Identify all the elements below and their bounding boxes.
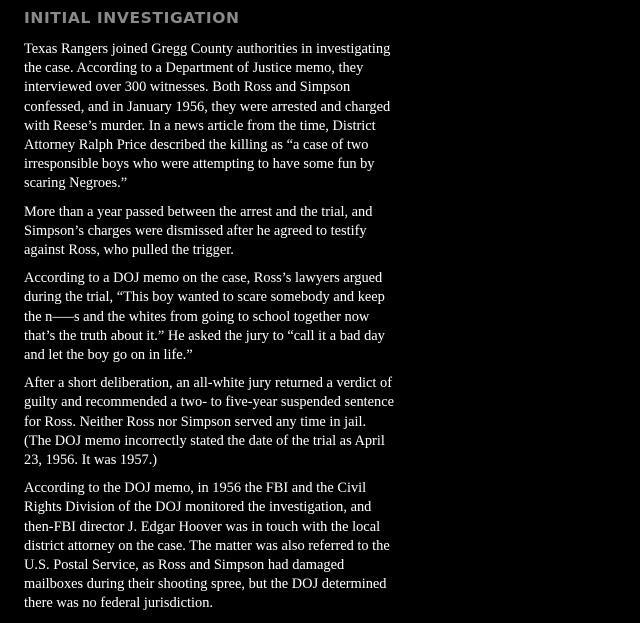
- paragraph-4: After a short deliberation, an all-white jury returned a verdict of guilty and recommended a two- to five-year suspended sentence for Ross. Neither Ross nor Simpson served any time in jail. (The DOJ memo incorrectly stated the date of the trial as April 23, 1956. It was 1957.): [24, 375, 395, 469]
- paragraph-1: Texas Rangers joined Gregg County authorities in investigating the case. According to a Department of Justice memo, they interviewed over 300 witnesses. Both Ross and Simpson confessed, and in January 1956, they were arrested and charged with Reese’s murder. In a news article from the time, District Attorney Ralph Price described the killing as “a case of two irresponsible boys who were attempting to have some fun by scaring Negroes.”: [24, 41, 391, 192]
- paragraph-2: More than a year passed between the arrest and the trial, and Simpson’s charges were dismissed after he agreed to testify against Ross, who pulled the trigger.: [24, 203, 373, 259]
- paragraph-5: According to the DOJ memo, in 1956 the FBI and the Civil Rights Division of the DOJ monitored the investigation, and then-FBI director J. Edgar Hoover was in touch with the local district attorney on the case. The matter was also referred to the U.S. Postal Service, as Ross and Simpson had damaged mailboxes during their shooting spree, but the DOJ determined there was no federal jurisdiction.: [24, 480, 390, 612]
- article-section: [24, 8, 396, 623]
- paragraph-3: According to a DOJ memo on the case, Ross’s lawyers argued during the trial, “This boy wanted to scare somebody and keep the n—–s and the whites from going to school together now that’s the truth about it.” He asked the jury to “call it a bad day and let the boy go on in life.”: [24, 270, 385, 364]
- section-heading: INITIAL INVESTIGATION: [24, 9, 240, 27]
